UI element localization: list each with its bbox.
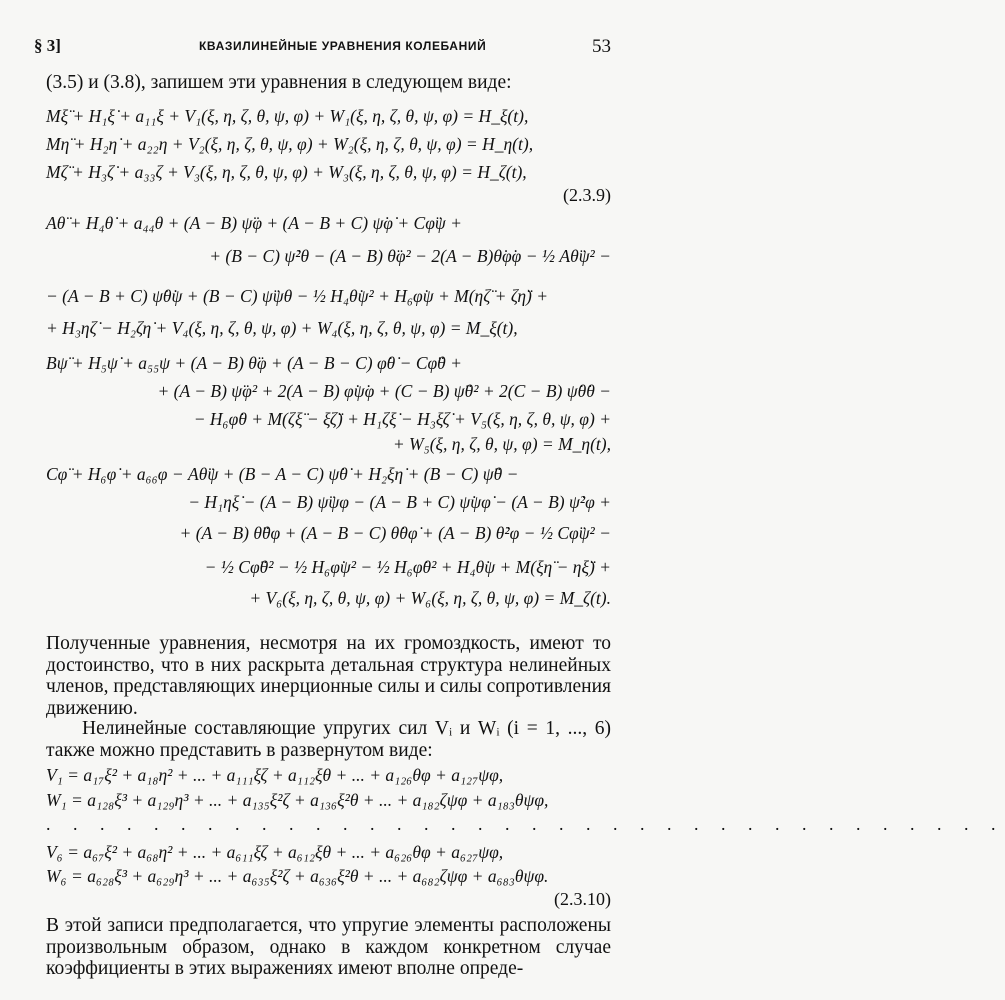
equation-number: (2.3.9)	[563, 185, 611, 205]
paragraph: Полученные уравнения, несмотря на их громоздкость, имеют то достоинство, что в них раскрыта детальная структура нелинейных членов, представляющих инерционные силы и силы сопротивления движению.	[46, 633, 611, 719]
ellipsis-row: . . . . . . . . . . . . . . . . . . . . . . . . . . . . . . . . . . . .	[46, 814, 1005, 834]
equation-line: + (B − C) ψ̇²θ − (A − B) θ̈φ² − 2(A − B)θ̇φ̇φ − ½ Aθ̈ψ² −	[209, 246, 611, 266]
equation-line: + V₆(ξ, η, ζ, θ, ψ, φ) + W₆(ξ, η, ζ, θ, ψ, φ) = M_ζ(t).	[249, 588, 611, 608]
running-title: КВАЗИЛИНЕЙНЫЕ УРАВНЕНИЯ КОЛЕБАНИЙ	[199, 39, 487, 53]
equation-line: V₁ = a₁₇ξ² + a₁₈η² + ... + a₁₁₁ξζ + a₁₁₂ξθ + ... + a₁₂₆θφ + a₁₂₇ψφ,	[46, 765, 504, 785]
equation-line: V₆ = a₆₇ξ² + a₆₈η² + ... + a₆₁₁ξζ + a₆₁₂ξθ + ... + a₆₂₆θφ + a₆₂₇ψφ,	[46, 842, 504, 862]
equation-line: − ½ Cφ̈θ² − ½ H₆φ̇ψ² − ½ H₆φ̇θ² + H₄θ̇ψ + M(ξη̈ − ηξ̈) +	[204, 557, 611, 577]
equation-line: − H₁ηξ̇ − (A − B) ψ̈ψφ − (A − B + C) ψ̇ψφ̇ − (A − B) ψ̇²φ +	[188, 492, 611, 512]
equation-line: W₁ = a₁₂₈ξ³ + a₁₂₉η³ + ... + a₁₃₅ξ²ζ + a₁₃₆ξ²θ + ... + a₁₈₂ζψφ + a₁₈₃θψφ,	[46, 790, 549, 810]
equation-line: Aθ̈ + H₄θ̇ + a₄₄θ + (A − B) ψ̈φ + (A − B + C) ψ̇φ̇ + Cφ̈ψ +	[46, 213, 462, 233]
equation-number: (2.3.10)	[554, 889, 611, 909]
equation-line: Cφ̈ + H₆φ̇ + a₆₆φ − Aθ̈ψ + (B − A − C) ψ̇θ̇ + H₂ξη̇ + (B − C) ψ̈θ −	[46, 464, 519, 484]
equation-line: + (A − B) θ̈θφ + (A − B − C) θ̇θφ̇ + (A − B) θ̇²φ − ½ Cφ̈ψ² −	[179, 523, 611, 543]
equation-line: Mξ̈ + H₁ξ̇ + a₁₁ξ + V₁(ξ, η, ζ, θ, ψ, φ) + W₁(ξ, η, ζ, θ, ψ, φ) = H_ξ(t),	[46, 106, 529, 126]
equation-line: + W₅(ξ, η, ζ, θ, ψ, φ) = M_η(t),	[392, 434, 611, 454]
equation-line: Bψ̈ + H₅ψ̇ + a₅₅ψ + (A − B) θ̈φ + (A − B − C) φ̇θ̇ − Cφ̈θ +	[46, 353, 462, 373]
equation-line: − H₆φ̇θ + M(ζξ̈ − ξζ̈) + H₁ζξ̇ − H₃ξζ̇ + V₅(ξ, η, ζ, θ, ψ, φ) +	[193, 409, 611, 429]
intro-line: (3.5) и (3.8), запишем эти уравнения в следующем виде:	[46, 72, 512, 93]
equation-line: W₆ = a₆₂₈ξ³ + a₆₂₉η³ + ... + a₆₃₅ξ²ζ + a₆₃₆ξ²θ + ... + a₆₈₂ζψφ + a₆₈₃θψφ.	[46, 866, 549, 886]
equation-line: + H₃ηζ̇ − H₂ζη̇ + V₄(ξ, η, ζ, θ, ψ, φ) + W₄(ξ, η, ζ, θ, ψ, φ) = M_ξ(t),	[46, 318, 518, 338]
equation-line: Mζ̈ + H₃ζ̇ + a₃₃ζ + V₃(ξ, η, ζ, θ, ψ, φ) + W₃(ξ, η, ζ, θ, ψ, φ) = H_ζ(t),	[46, 162, 527, 182]
paragraph: Нелинейные составляющие упругих сил Vᵢ и Wᵢ (i = 1, ..., 6) также можно представить в развернутом виде:	[46, 718, 611, 761]
page-number: 53	[592, 36, 611, 57]
paragraph: В этой записи предполагается, что упругие элементы расположены произвольным образом, однако в каждом конкретном случае коэффициенты в этих выражениях имеют вполне опреде-	[46, 915, 611, 979]
equation-line: + (A − B) ψ̈φ² + 2(A − B) φ̇ψ̇φ + (C − B) ψ̈θ² + 2(C − B) ψ̇θ̇θ −	[157, 381, 611, 401]
equation-line: Mη̈ + H₂η̇ + a₂₂η + V₂(ξ, η, ζ, θ, ψ, φ) + W₂(ξ, η, ζ, θ, ψ, φ) = H_η(t),	[46, 134, 534, 154]
page-header	[34, 36, 611, 60]
equation-line: − (A − B + C) ψ̇θ̇ψ + (B − C) ψ̈ψθ − ½ H₄θ̇ψ² + H₆φ̇ψ + M(ηζ̈ + ζη̈) +	[46, 286, 549, 306]
section-marker: § 3]	[34, 36, 61, 55]
